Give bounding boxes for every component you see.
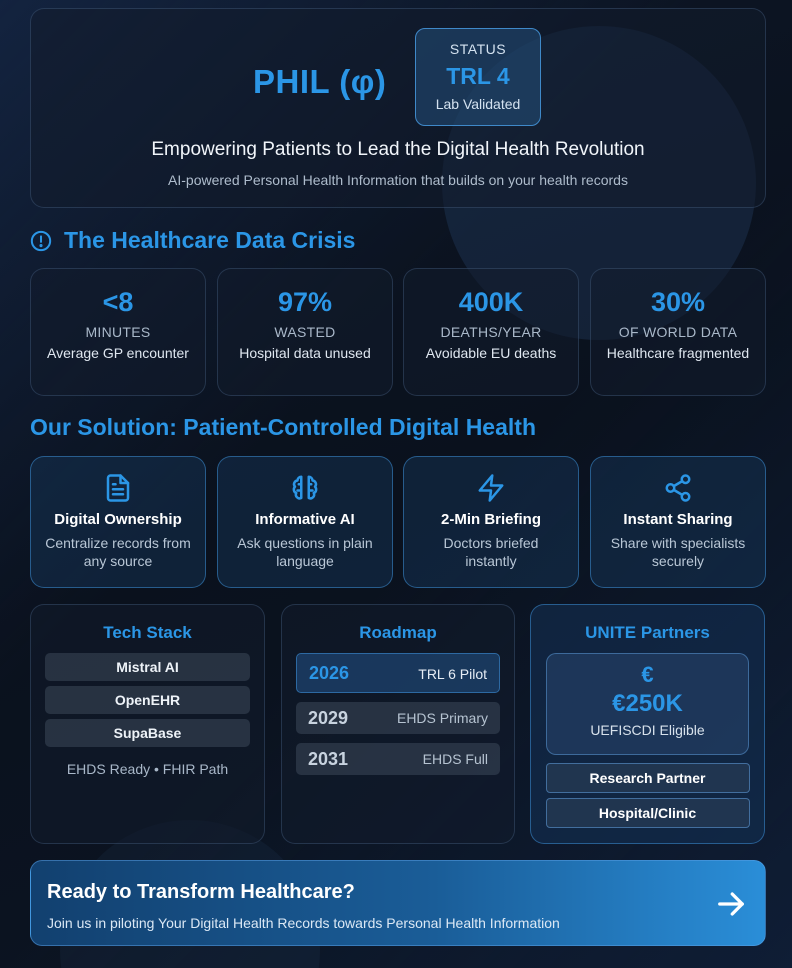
partners-panel bbox=[530, 604, 765, 844]
status-value: TRL 4 bbox=[446, 63, 510, 89]
funding-value: €250K bbox=[612, 690, 683, 717]
stat-card bbox=[30, 268, 206, 396]
brain-icon bbox=[290, 473, 320, 503]
panel-title: Tech Stack bbox=[103, 623, 192, 642]
feature-title: Informative AI bbox=[255, 511, 355, 528]
stat-value: <8 bbox=[102, 287, 134, 317]
stat-value: 400K bbox=[458, 287, 524, 317]
panel-title: Roadmap bbox=[359, 623, 437, 642]
roadmap-year: 2026 bbox=[309, 663, 350, 683]
tech-item: OpenEHR bbox=[45, 686, 250, 714]
feature-desc: Ask questions in plain language bbox=[237, 535, 373, 569]
feature-title: Instant Sharing bbox=[623, 511, 733, 528]
solution-title: Our Solution: Patient-Controlled Digital Health bbox=[30, 414, 536, 440]
cta-banner[interactable] bbox=[30, 860, 766, 946]
stat-desc: Avoidable EU deaths bbox=[425, 345, 557, 361]
stat-desc: Hospital data unused bbox=[239, 345, 371, 361]
cta-subtitle: Join us in piloting Your Digital Health Records towards Personal Health Information bbox=[47, 915, 560, 931]
feature-card-instant-sharing[interactable] bbox=[590, 456, 766, 588]
share-icon bbox=[663, 473, 693, 503]
roadmap-item bbox=[296, 743, 500, 775]
panel-title: UNITE Partners bbox=[585, 623, 710, 642]
roadmap-desc: TRL 6 Pilot bbox=[418, 666, 487, 682]
stat-label: DEATHS/YEAR bbox=[440, 324, 542, 340]
funding-sub: UEFISCDI Eligible bbox=[590, 722, 705, 738]
feature-desc: Doctors briefed instantly bbox=[443, 535, 539, 569]
roadmap-list bbox=[282, 653, 514, 775]
stat-card bbox=[590, 268, 766, 396]
stat-label: WASTED bbox=[274, 324, 336, 340]
stat-value: 97% bbox=[277, 287, 333, 317]
stat-card bbox=[217, 268, 393, 396]
tech-stack-panel bbox=[30, 604, 265, 844]
document-icon bbox=[103, 473, 133, 503]
arrow-right-icon[interactable] bbox=[715, 889, 747, 919]
stat-desc: Healthcare fragmented bbox=[606, 345, 750, 361]
feature-desc: Centralize records from any source bbox=[45, 535, 191, 569]
stat-label: MINUTES bbox=[85, 324, 151, 340]
status-label: STATUS bbox=[449, 41, 507, 57]
euro-icon: € bbox=[641, 662, 654, 687]
hospital-clinic-button[interactable]: Hospital/Clinic bbox=[546, 798, 750, 828]
roadmap-panel bbox=[281, 604, 515, 844]
status-sub: Lab Validated bbox=[435, 96, 521, 112]
tech-list bbox=[31, 653, 264, 747]
stat-label: OF WORLD DATA bbox=[618, 324, 738, 340]
roadmap-item bbox=[296, 702, 500, 734]
tagline: Empowering Patients to Lead the Digital Health Revolution bbox=[151, 139, 645, 160]
brand-title: PHIL (φ) bbox=[253, 63, 387, 100]
roadmap-year: 2031 bbox=[308, 749, 349, 769]
funding-box bbox=[546, 653, 749, 755]
feature-title: 2-Min Briefing bbox=[441, 511, 541, 528]
stat-card bbox=[403, 268, 579, 396]
feature-title: Digital Ownership bbox=[54, 511, 182, 528]
cta-title: Ready to Transform Healthcare? bbox=[47, 881, 355, 903]
research-partner-button[interactable]: Research Partner bbox=[546, 763, 750, 793]
roadmap-desc: EHDS Full bbox=[422, 751, 488, 767]
roadmap-year: 2029 bbox=[308, 708, 349, 728]
stat-value: 30% bbox=[650, 287, 706, 317]
subtagline: AI-powered Personal Health Information that builds on your health records bbox=[168, 172, 628, 188]
tech-item: Mistral AI bbox=[45, 653, 250, 681]
feature-desc: Share with specialists securely bbox=[610, 535, 746, 569]
tech-note: EHDS Ready • FHIR Path bbox=[66, 761, 229, 777]
crisis-title: The Healthcare Data Crisis bbox=[64, 227, 356, 253]
tech-item: SupaBase bbox=[45, 719, 250, 747]
feature-card-informative-ai[interactable] bbox=[217, 456, 393, 588]
alert-circle-icon bbox=[30, 230, 52, 252]
feature-card-digital-ownership[interactable] bbox=[30, 456, 206, 588]
hero-card bbox=[30, 8, 766, 208]
feature-card-2-min-briefing[interactable] bbox=[403, 456, 579, 588]
roadmap-item bbox=[296, 653, 500, 693]
status-badge bbox=[415, 28, 541, 126]
stat-desc: Average GP encounter bbox=[47, 345, 189, 361]
roadmap-desc: EHDS Primary bbox=[396, 710, 488, 726]
lightning-icon bbox=[476, 473, 506, 503]
